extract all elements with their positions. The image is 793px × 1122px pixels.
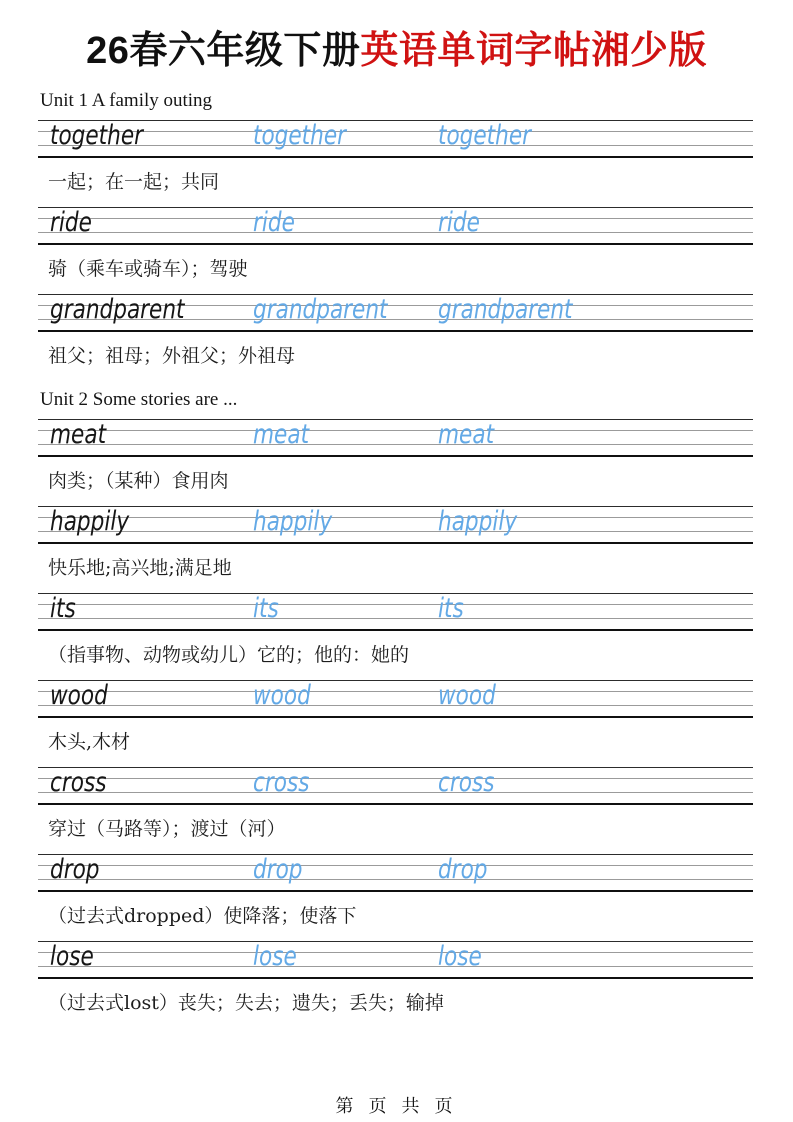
guide-line-bottom: [38, 890, 753, 892]
guide-line-upper-mid: [38, 865, 753, 866]
word-printed: grandparent: [50, 294, 185, 325]
page-title-black: 26春六年级下册: [86, 30, 361, 72]
handwriting-ruled-lines: [38, 593, 753, 631]
word-trace-1: grandparent: [253, 294, 388, 325]
guide-line-bottom: [38, 716, 753, 718]
guide-line-bottom: [38, 156, 753, 158]
word-trace-1: together: [253, 120, 347, 151]
word-trace-1: drop: [253, 854, 303, 885]
handwriting-ruled-lines: [38, 506, 753, 544]
guide-line-upper-mid: [38, 430, 753, 431]
guide-line-bottom: [38, 243, 753, 245]
guide-line-upper-mid: [38, 691, 753, 692]
word-printed: wood: [50, 680, 108, 711]
word-printed: meat: [50, 419, 107, 450]
handwriting-ruled-lines: [38, 854, 753, 892]
word-trace-1: lose: [253, 941, 297, 972]
word-meaning: （指事物、动物或幼儿）它的；他的：她的: [48, 644, 410, 666]
guide-line-top: [38, 207, 753, 208]
unit-section: [0, 90, 793, 381]
word-entry: [0, 506, 793, 593]
word-trace-1: its: [253, 593, 279, 624]
handwriting-ruled-lines: [38, 680, 753, 718]
handwriting-ruled-lines: [38, 207, 753, 245]
word-trace-1: meat: [253, 419, 310, 450]
word-meaning: 木头,木材: [48, 731, 131, 753]
guide-line-bottom: [38, 330, 753, 332]
word-printed: lose: [50, 941, 94, 972]
guide-line-top: [38, 941, 753, 942]
word-trace-2: cross: [438, 767, 495, 798]
word-entry: [0, 120, 793, 207]
word-meaning: （过去式dropped）使降落；使落下: [48, 905, 357, 927]
guide-line-upper-mid: [38, 218, 753, 219]
word-trace-1: wood: [253, 680, 311, 711]
word-entry: [0, 593, 793, 680]
guide-line-baseline: [38, 145, 753, 146]
handwriting-ruled-lines: [38, 767, 753, 805]
word-meaning: 穿过（马路等）；渡过（河）: [48, 818, 286, 840]
unit-heading: Unit 2 Some stories are ...: [40, 389, 238, 410]
guide-line-upper-mid: [38, 778, 753, 779]
guide-line-bottom: [38, 542, 753, 544]
word-list: [0, 90, 793, 1028]
guide-line-baseline: [38, 792, 753, 793]
word-printed: its: [50, 593, 76, 624]
word-printed: drop: [50, 854, 100, 885]
handwriting-ruled-lines: [38, 941, 753, 979]
guide-line-top: [38, 767, 753, 768]
guide-line-upper-mid: [38, 131, 753, 132]
guide-line-top: [38, 419, 753, 420]
guide-line-bottom: [38, 803, 753, 805]
word-meaning: 祖父；祖母；外祖父；外祖母: [48, 345, 296, 367]
word-meaning: 快乐地;高兴地;满足地: [48, 557, 232, 579]
handwriting-ruled-lines: [38, 419, 753, 457]
word-meaning: 肉类；（某种）食用肉: [48, 470, 229, 492]
word-printed: ride: [50, 207, 92, 238]
word-entry: [0, 767, 793, 854]
word-trace-2: its: [438, 593, 464, 624]
guide-line-upper-mid: [38, 517, 753, 518]
guide-line-bottom: [38, 455, 753, 457]
word-trace-1: cross: [253, 767, 310, 798]
guide-line-baseline: [38, 232, 753, 233]
word-meaning: （过去式lost）丧失；失去；遗失；丢失；输掉: [48, 992, 444, 1014]
word-trace-2: together: [438, 120, 532, 151]
handwriting-ruled-lines: [38, 294, 753, 332]
guide-line-bottom: [38, 977, 753, 979]
unit-section: [0, 389, 793, 1028]
word-trace-2: ride: [438, 207, 480, 238]
guide-line-top: [38, 593, 753, 594]
guide-line-top: [38, 120, 753, 121]
guide-line-bottom: [38, 629, 753, 631]
word-trace-2: meat: [438, 419, 495, 450]
word-trace-2: happily: [438, 506, 518, 537]
unit-heading: Unit 1 A family outing: [40, 90, 213, 111]
word-entry: [0, 854, 793, 941]
word-trace-1: happily: [253, 506, 333, 537]
page-footer: 第 页 共 页: [335, 1096, 458, 1116]
guide-line-top: [38, 680, 753, 681]
guide-line-baseline: [38, 618, 753, 619]
word-trace-1: ride: [253, 207, 295, 238]
handwriting-ruled-lines: [38, 120, 753, 158]
guide-line-baseline: [38, 531, 753, 532]
word-meaning: 骑（乘车或骑车）；驾驶: [48, 258, 248, 280]
word-trace-2: drop: [438, 854, 488, 885]
word-meaning: 一起；在一起；共同: [48, 171, 220, 193]
word-trace-2: wood: [438, 680, 496, 711]
guide-line-baseline: [38, 444, 753, 445]
guide-line-upper-mid: [38, 952, 753, 953]
section-entries: [0, 120, 793, 381]
guide-line-baseline: [38, 966, 753, 967]
guide-line-top: [38, 506, 753, 507]
word-trace-2: lose: [438, 941, 482, 972]
word-printed: together: [50, 120, 144, 151]
page-title-red: 英语单词字帖湘少版: [360, 30, 707, 72]
section-entries: [0, 419, 793, 1028]
word-printed: happily: [50, 506, 130, 537]
word-trace-2: grandparent: [438, 294, 573, 325]
guide-line-top: [38, 854, 753, 855]
word-entry: [0, 419, 793, 506]
page-title: [0, 0, 793, 82]
word-entry: [0, 680, 793, 767]
word-entry: [0, 207, 793, 294]
guide-line-baseline: [38, 879, 753, 880]
guide-line-baseline: [38, 705, 753, 706]
word-entry: [0, 941, 793, 1028]
guide-line-upper-mid: [38, 604, 753, 605]
word-printed: cross: [50, 767, 107, 798]
word-entry: [0, 294, 793, 381]
